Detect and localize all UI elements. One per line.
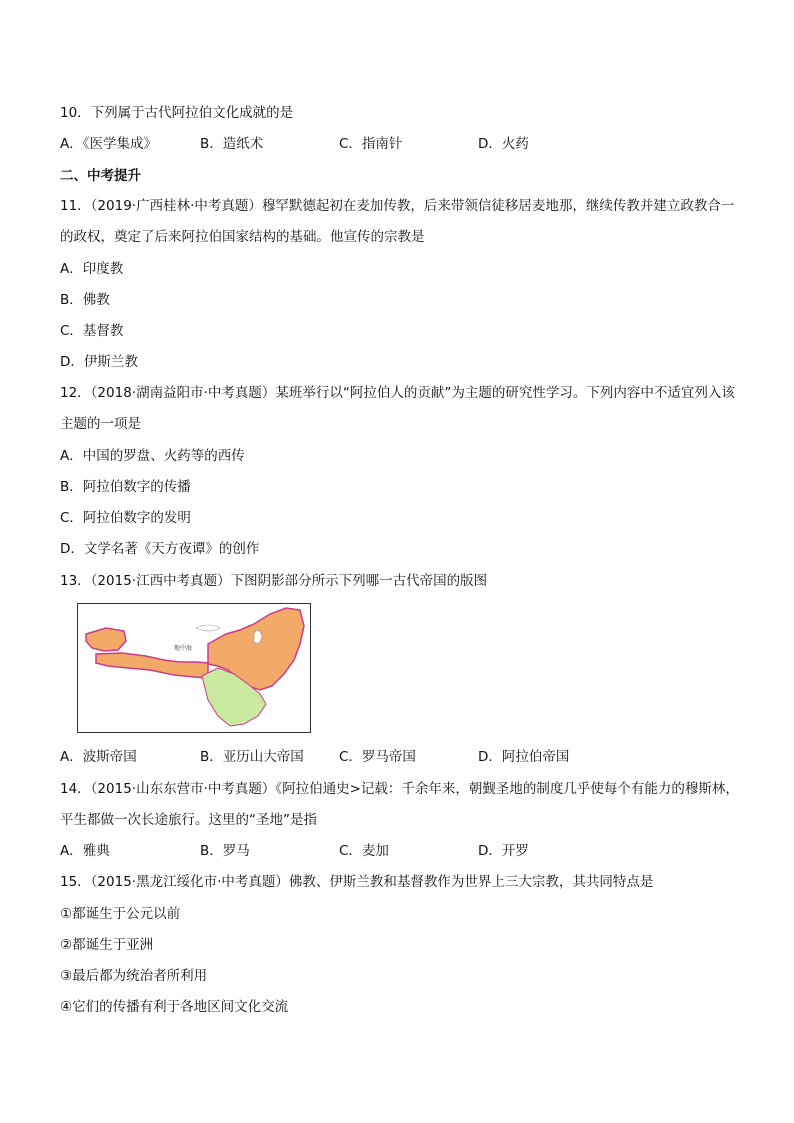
q11-option-a: A．印度教 [60,261,124,277]
q12-option-c: C．阿拉伯数字的发明 [60,510,191,526]
q11-option-d: D．伊斯兰教 [60,354,138,370]
q13-options [60,747,569,767]
q14-option-d: D．开罗 [478,843,529,859]
q10-option-b: B．造纸术 [200,136,264,152]
q14-option-b: B．罗马 [200,843,250,859]
q12-option-b: B．阿拉伯数字的传播 [60,479,191,495]
q14-stem: 14．（2015·山东东营市·中考真题）《阿拉伯通史>记载：千余年来，朝觐圣地的制度几乎使每个有能力的穆斯林，平生都做一次长途旅行。这里的“圣地”是指 [60,781,739,828]
q14-option-a: A．雅典 [60,843,110,859]
q15-item-3: ③最后都为统治者所利用 [60,968,208,984]
q11-stem: 11．（2019·广西桂林·中考真题）穆罕默德起初在麦加传教，后来带领信徒移居麦地那，继续传教并建立政教合一的政权，奠定了后来阿拉伯国家结构的基础。他宣传的宗教是 [60,198,735,245]
q10-option-d: D．火药 [478,136,529,152]
q15-item-1: ①都诞生于公元以前 [60,906,181,922]
q14-options [60,841,529,861]
q11-option-c: C．基督教 [60,323,124,339]
q10-stem: 10．下列属于古代阿拉伯文化成就的是 [60,105,294,121]
map-iberia [86,628,126,651]
q10-options [60,134,529,154]
q10-option-c: C．指南针 [339,136,403,152]
q12-option-d: D．文学名著《天方夜谭》的创作 [60,541,260,557]
q15-item-4: ④它们的传播有利于各地区间文化交流 [60,999,289,1015]
section-title: 二、中考提升 [60,168,141,184]
map-sea-label: 地中海 [174,645,193,652]
q12-option-a: A．中国的罗盘、火药等的西传 [60,448,245,464]
q14-option-c: C．麦加 [339,843,389,859]
q10-option-a: A．《医学集成》 [60,136,157,152]
empire-map [77,603,311,733]
q13-option-b: B．亚历山大帝国 [200,749,304,765]
q13-option-c: C．罗马帝国 [339,749,416,765]
q13-option-a: A．波斯帝国 [60,749,137,765]
q11-option-b: B．佛教 [60,292,110,308]
q12-stem: 12．（2018·湖南益阳市·中考真题）某班举行以“阿拉伯人的贡献”为主题的研究性学习。下列内容中不适宜列入该主题的一项是 [60,385,735,432]
q13-stem: 13．（2015·江西中考真题）下图阴影部分所示下列哪一古代帝国的版图 [60,573,488,589]
q13-option-d: D．阿拉伯帝国 [478,749,570,765]
q15-item-2: ②都诞生于亚洲 [60,937,154,953]
q15-stem: 15．（2015·黑龙江绥化市·中考真题）佛教、伊斯兰教和基督教作为世界上三大宗教，其共同特点是 [60,874,654,890]
